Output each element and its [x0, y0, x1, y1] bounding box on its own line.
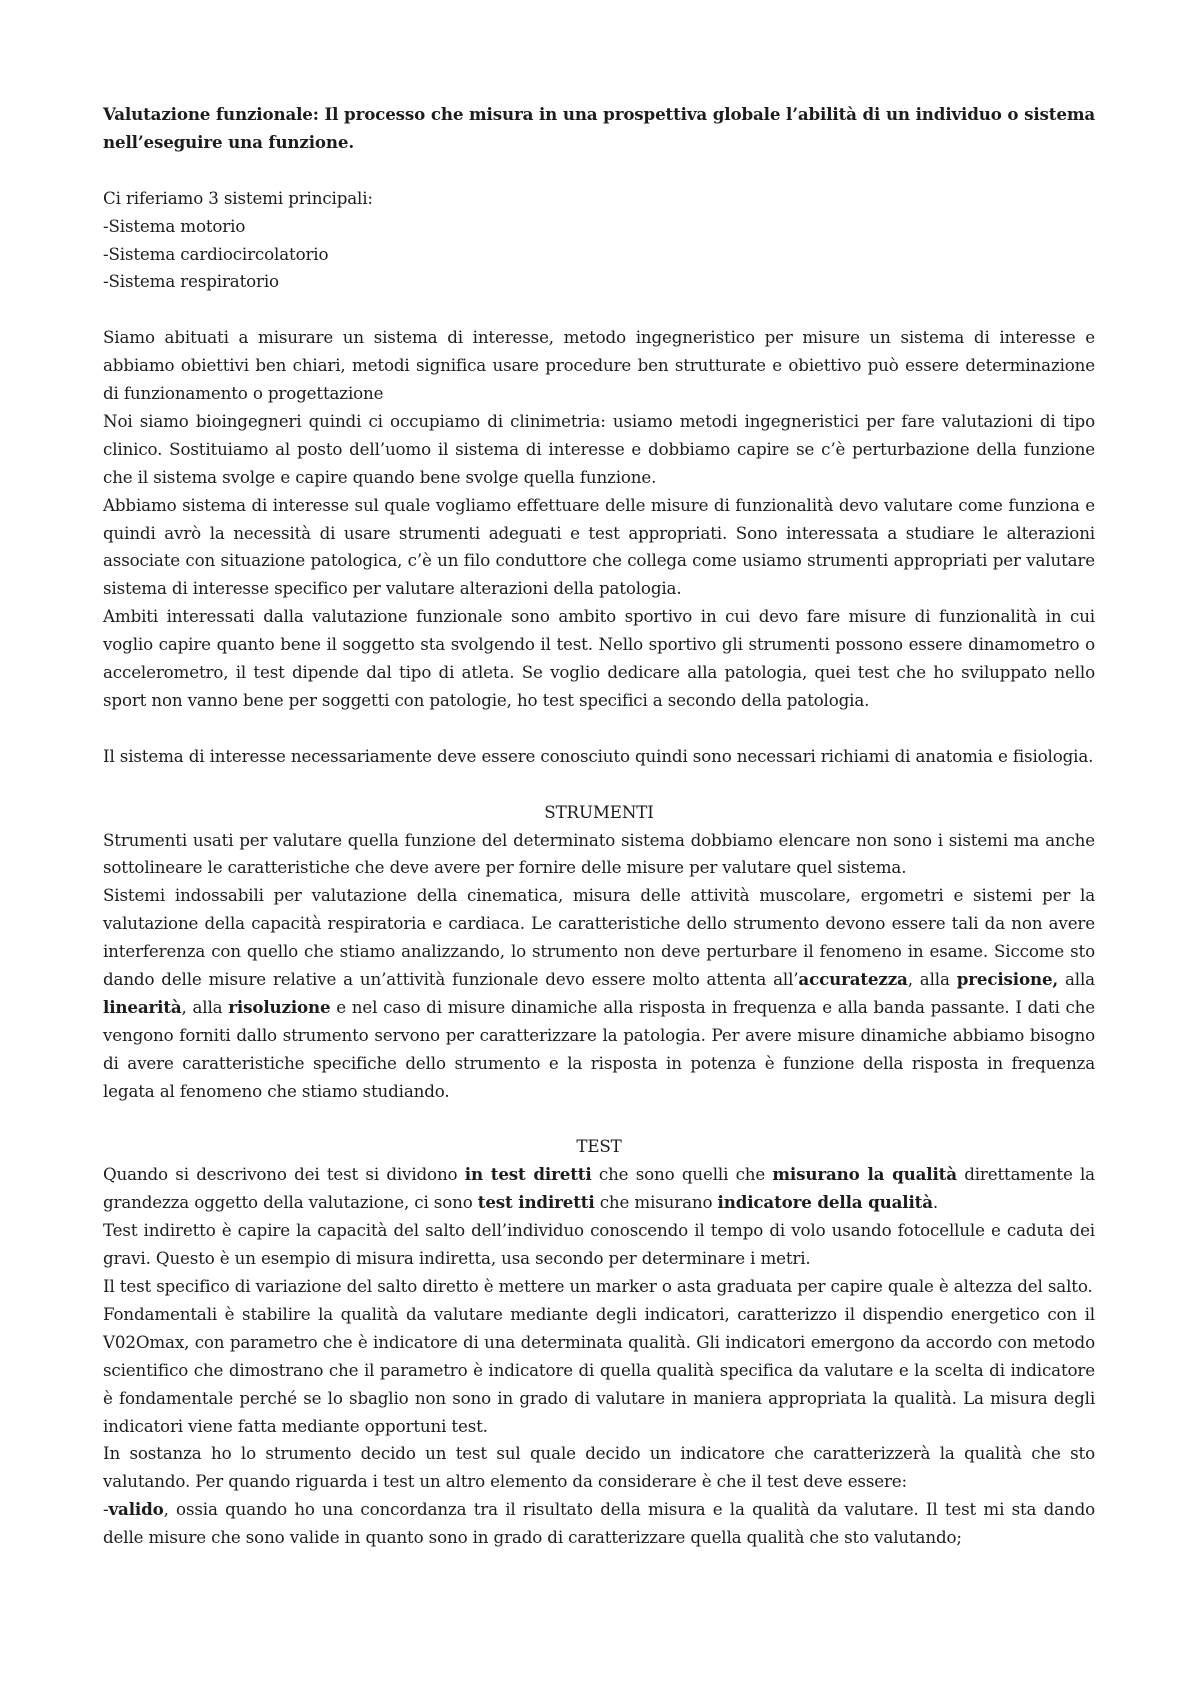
text-run: che misurano [594, 1192, 718, 1213]
text-run: , ossia quando ho una concordanza tra il risultato della misura e la qualità da valutare. Il test mi sta dando delle misure che sono valide in quanto sono in grado di caratterizzare quella qualità che sto valutando; [103, 1499, 1095, 1548]
title-rest: Il processo che misura in una prospettiva globale l’abilità di un individuo o sistema nell’eseguire una funzione. [103, 104, 1095, 152]
paragraph: Il sistema di interesse necessariamente deve essere conosciuto quindi sono necessari richiami di anatomia e fisiologia. [103, 745, 1094, 766]
text-run: direttamente la grandezza oggetto della valutazione, ci sono [103, 1164, 1095, 1213]
text-run: alla [1058, 969, 1095, 990]
paragraph [103, 882, 1095, 1105]
text-run: - [103, 1499, 109, 1520]
text-run: Quando si descrivono dei test si dividono [103, 1164, 465, 1185]
text-run: . [932, 1192, 939, 1213]
paragraph: Siamo abituati a misurare un sistema di interesse, metodo ingegneristico per misure un sistema di interesse e abbiamo obiettivi ben chiari, metodi significa usare procedure ben strutturate e obiettivo può essere determinazione di funzionamento o progettazione [103, 327, 1095, 404]
title-lead: Valutazione funzionale: [103, 104, 319, 124]
paragraph: Il test specifico di variazione del salto diretto è mettere un marker o asta graduata per capire quale è altezza del salto. [103, 1275, 1093, 1296]
document-page [103, 101, 1095, 1552]
list-item: -Sistema motorio [103, 215, 246, 236]
paragraph: Noi siamo bioingegneri quindi ci occupiamo di clinimetria: usiamo metodi ingegneristici per fare valutazioni di tipo clinico. Sostituiamo al posto dell’uomo il sistema di interesse e dobbiamo capire se c’è perturbazione della funzione che il sistema svolge e capire quando bene svolge quella funzione. [103, 410, 1095, 487]
bold-term: accuratezza [798, 969, 908, 990]
section-heading-strumenti: STRUMENTI [544, 801, 654, 822]
list-item: -Sistema cardiocircolatorio [103, 243, 329, 264]
bold-term: valido [108, 1499, 164, 1520]
bold-term: risoluzione [228, 996, 331, 1017]
bold-term: misurano la qualità [772, 1164, 957, 1185]
text-run: Sistemi indossabili per valutazione della cinematica, misura delle attività muscolare, ergometri e sistemi per la valutazione della capacità respiratoria e cardiaca. Le caratteristiche dello strumento devono essere tali da non avere interferenza con quello che stiamo analizzando, lo strumento non deve perturbare il fenomeno in esame. Siccome sto dando delle misure relative a un’attività funzionale devo essere molto attenta all’ [103, 885, 1095, 990]
text-run: e nel caso di misure dinamiche alla risposta in frequenza e alla banda passante. I dati che vengono forniti dallo strumento servono per caratterizzare la patologia. Per avere misure dinamiche abbiamo bisogno di avere caratteristiche specifiche dello strumento e la risposta in potenza è funzione della risposta in frequenza legata al fenomeno che stiamo studiando. [103, 996, 1095, 1101]
paragraph: Fondamentali è stabilire la qualità da valutare mediante degli indicatori, caratterizzo il dispendio energetico con il V02Omax, con parametro che è indicatore di una determinata qualità. Gli indicatori emergono da accordo con metodo scientifico che dimostrano che il parametro è indicatore di quella qualità specifica da valutare e la scelta di indicatore è fondamentale perché se lo sbaglio non sono in grado di valutare in maniera appropriata la qualità. La misura degli indicatori viene fatta mediante opportuni test. [103, 1303, 1095, 1436]
document-title [103, 101, 1095, 157]
paragraph: Test indiretto è capire la capacità del salto dell’individuo conoscendo il tempo di volo usando fotocellule e caduta dei gravi. Questo è un esempio di misura indiretta, usa secondo per determinare i metri. [103, 1220, 1095, 1269]
text-run: , alla [907, 969, 957, 990]
paragraph [103, 1161, 1095, 1217]
paragraph: Ambiti interessati dalla valutazione funzionale sono ambito sportivo in cui devo fare misure di funzionalità in cui voglio capire quanto bene il soggetto sta svolgendo il test. Nello sportivo gli strumenti possono essere dinamometro o accelerometro, il test dipende dal tipo di atleta. Se voglio dedicare alla patologia, quei test che ho sviluppato nello sport non vanno bene per soggetti con patologie, ho test specifici a secondo della patologia. [103, 606, 1095, 710]
text-run: che sono quelli che [591, 1164, 773, 1185]
paragraph: In sostanza ho lo strumento decido un test sul quale decido un indicatore che caratterizzerà la qualità che sto valutando. Per quando riguarda i test un altro elemento da considerare è che il test deve essere: [103, 1443, 1095, 1492]
paragraph: Strumenti usati per valutare quella funzione del determinato sistema dobbiamo elencare non sono i sistemi ma anche sottolineare le caratteristiche che deve avere per fornire delle misure per valutare quel sistema. [103, 829, 1095, 878]
systems-list [103, 213, 1095, 297]
paragraph: Abbiamo sistema di interesse sul quale vogliamo effettuare delle misure di funzionalità devo valutare come funziona e quindi avrò la necessità di usare strumenti adeguati e test appropriati. Sono interessata a studiare le alterazioni associate con situazione patologica, c’è un filo conduttore che collega come usiamo strumenti appropriati per valutare sistema di interesse specifico per valutare alterazioni della patologia. [103, 494, 1095, 599]
bold-term: precisione, [956, 969, 1059, 990]
section-heading-test: TEST [576, 1136, 622, 1157]
list-item: -Sistema respiratorio [103, 271, 279, 292]
text-run: , alla [181, 996, 229, 1017]
bold-term: linearità [103, 996, 182, 1017]
bold-term: test indiretti [477, 1192, 595, 1213]
bold-term: in test diretti [464, 1164, 592, 1185]
bold-term: indicatore della qualità [717, 1192, 933, 1213]
paragraph [103, 1496, 1095, 1552]
intro-text: Ci riferiamo 3 sistemi principali: [103, 187, 373, 208]
